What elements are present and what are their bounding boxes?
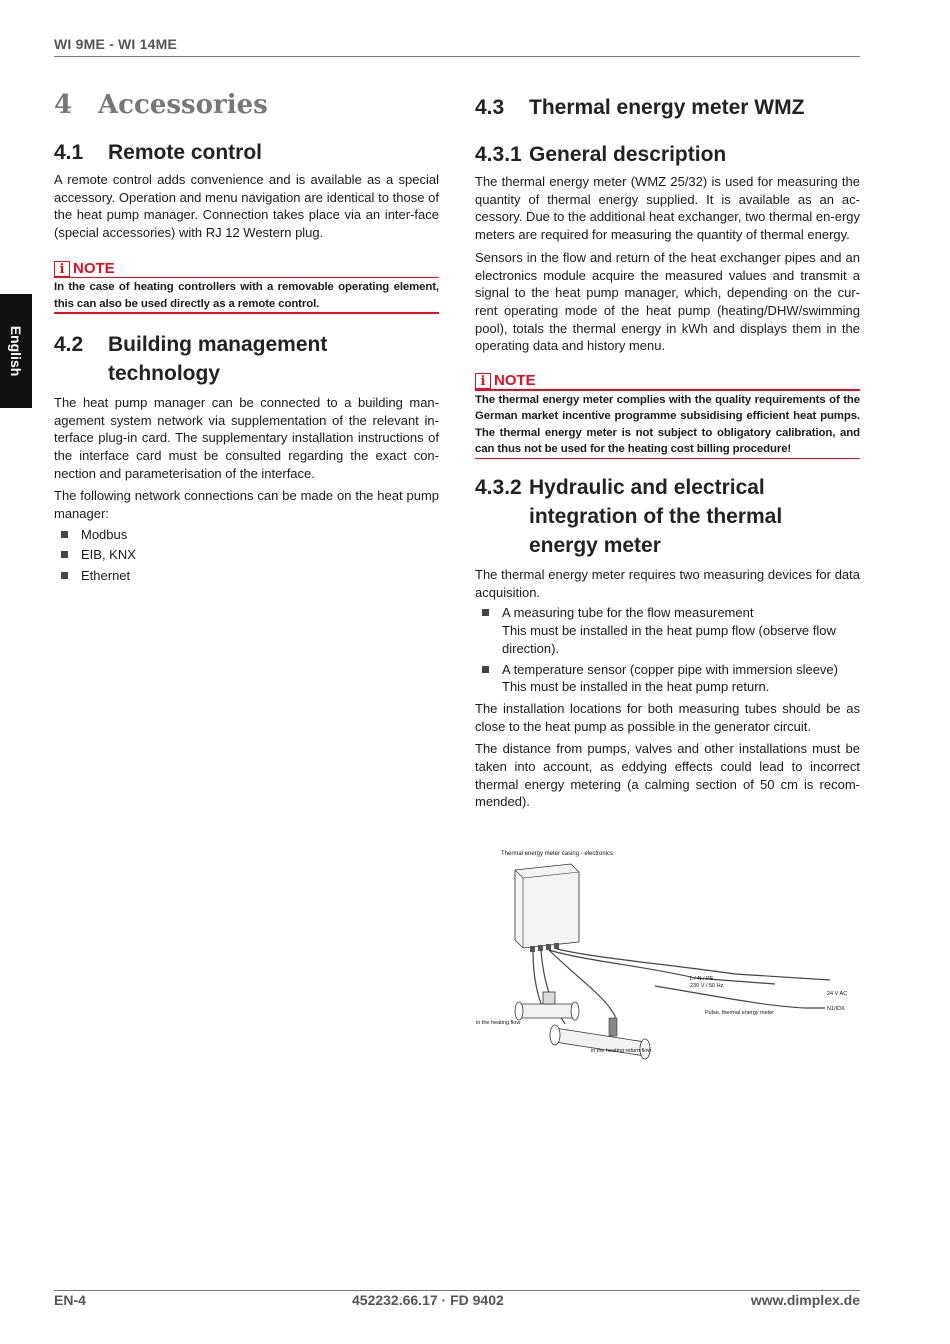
power-label-1: L / N / PE — [690, 976, 714, 982]
pulse-label: Pulse, thermal energy meter — [705, 1010, 775, 1016]
language-tab — [0, 294, 32, 408]
section-title-line-3: energy meter — [529, 534, 661, 558]
remote-control-paragraph: A remote control adds convenience and is available as a special accessory. Operation and menu navigation are identical to those of the heat pump manager. Connection takes place via an inter-face (special accessories) with RJ 12 Western plug. — [54, 172, 439, 241]
note-bottom-rule — [475, 458, 860, 460]
section-title-line-2: technology — [108, 361, 221, 385]
list-item-sub: This must be installed in the heat pump flow (observe flow direction). — [502, 623, 836, 656]
section-4-2-heading — [54, 330, 439, 388]
network-list — [54, 526, 439, 585]
list-item: EIB, KNX — [54, 546, 439, 564]
section-4-3-2-heading — [475, 473, 860, 560]
list-item — [475, 661, 860, 696]
chapter-title: Accessories — [98, 90, 268, 120]
integration-paragraph-1: The thermal energy meter requires two measuring devices for data acquisition. — [475, 567, 860, 600]
chapter-heading — [54, 90, 439, 120]
section-4-1-heading — [54, 138, 439, 167]
wmz-diagram-svg — [475, 846, 860, 1060]
power-label-2: 230 V / 50 Hz — [690, 983, 724, 989]
n1-idx-label: N1/IDX — [827, 1006, 845, 1012]
heating-return-label: in the heating return flow — [591, 1048, 652, 1054]
section-4-3-heading — [475, 93, 860, 122]
integration-paragraph-3: The distance from pumps, valves and other installations must be taken into account, as eddying effects could lead to incorrect thermal energy metering (a calming section of 50 cm is recom-mended). — [475, 741, 860, 810]
section-title-line-1: Hydraulic and electrical — [529, 476, 765, 500]
section-title: Thermal energy meter WMZ — [529, 96, 805, 119]
page-number: EN-4 — [54, 1292, 86, 1308]
flow-measuring-tube — [515, 992, 579, 1020]
section-title — [108, 330, 327, 388]
section-title-line-1: Building management — [108, 332, 328, 356]
note-box — [475, 369, 860, 459]
footer-rule — [54, 1290, 860, 1291]
note-text: The thermal energy meter complies with the quality requirements of the German market incentive programme subsidising efficient heat pumps. The thermal energy meter is not subject to obligatory calibration, and can thus not be used for the heating cost billing procedure! — [475, 393, 860, 456]
note-box — [54, 257, 439, 314]
list-item — [475, 604, 860, 657]
left-column — [54, 90, 439, 585]
wmz-description-paragraph-2: Sensors in the flow and return of the heat exchanger pipes and an electronics module acquire the measured values and transmit a signal to the heat pump manager, which, depending on the cur-rent operating mode of the heat pump (heating/DHW/swimming pool), totals the thermal energy in kWh and displays them in the operating data and history menu. — [475, 249, 860, 354]
measuring-devices-list — [475, 604, 860, 696]
website-link[interactable]: www.dimplex.de — [750, 1292, 860, 1308]
section-title: General description — [529, 143, 727, 166]
list-item: Ethernet — [54, 567, 439, 585]
section-number: 4.3.2 — [475, 476, 522, 500]
note-header — [475, 369, 860, 389]
list-item: Modbus — [54, 526, 439, 544]
info-icon: i — [54, 261, 70, 277]
note-header — [54, 257, 439, 277]
bms-paragraph-1: The heat pump manager can be connected to a building man-agement system network via supplementation of the relevant in-terface plug-in card. The supplementary installation instructions of the interface card must be consulted regarding the exact con-nection and parameterisation of the interface. — [54, 394, 439, 481]
bms-paragraph-2: The following network connections can be made on the heat pump manager: — [54, 488, 439, 522]
list-item-sub: This must be installed in the heat pump return. — [502, 679, 770, 695]
wmz-description-paragraph-1: The thermal energy meter (WMZ 25/32) is used for measuring the quantity of thermal energy supplied. It is available as an ac-cessory. Due to the additional heat exchanger, two thermal en-ergy meters are required for measuring the quantity of thermal energy. — [475, 174, 860, 243]
casing-label: Thermal energy meter casing - electronics — [501, 851, 614, 857]
language-tab-label: English — [8, 325, 24, 377]
wmz-installation-diagram — [475, 846, 860, 1060]
section-number: 4.3.1 — [475, 143, 522, 166]
section-4-3-1-heading — [475, 140, 860, 169]
note-title: NOTE — [494, 372, 536, 390]
header-rule — [54, 56, 860, 57]
right-column — [475, 93, 860, 811]
section-number: 4.1 — [54, 141, 84, 164]
info-icon: i — [475, 373, 491, 389]
supply-24v-label: 24 V AC — [827, 991, 848, 997]
section-number: 4.3 — [475, 96, 505, 119]
integration-paragraph-2: The installation locations for both measuring tubes should be as close to the heat pump as possible in the generator circuit. — [475, 700, 860, 734]
note-text: In the case of heating controllers with a removable operating element, this can also be used directly as a remote control. — [54, 281, 439, 310]
running-header: WI 9ME - WI 14ME — [54, 36, 177, 52]
note-bottom-rule — [54, 312, 439, 314]
heating-flow-label: in the heating flow — [476, 1020, 521, 1026]
section-title-line-2: integration of the thermal — [529, 505, 783, 529]
chapter-number: 4 — [54, 90, 73, 120]
section-number: 4.2 — [54, 332, 84, 356]
note-title: NOTE — [73, 259, 115, 277]
section-title — [529, 473, 782, 560]
document-number: 452232.66.17 · FD 9402 — [352, 1292, 504, 1308]
list-item-main: A temperature sensor (copper pipe with immersion sleeve) — [502, 661, 838, 677]
section-title: Remote control — [108, 141, 263, 164]
list-item-main: A measuring tube for the flow measurement — [502, 605, 754, 621]
meter-casing — [515, 864, 579, 948]
